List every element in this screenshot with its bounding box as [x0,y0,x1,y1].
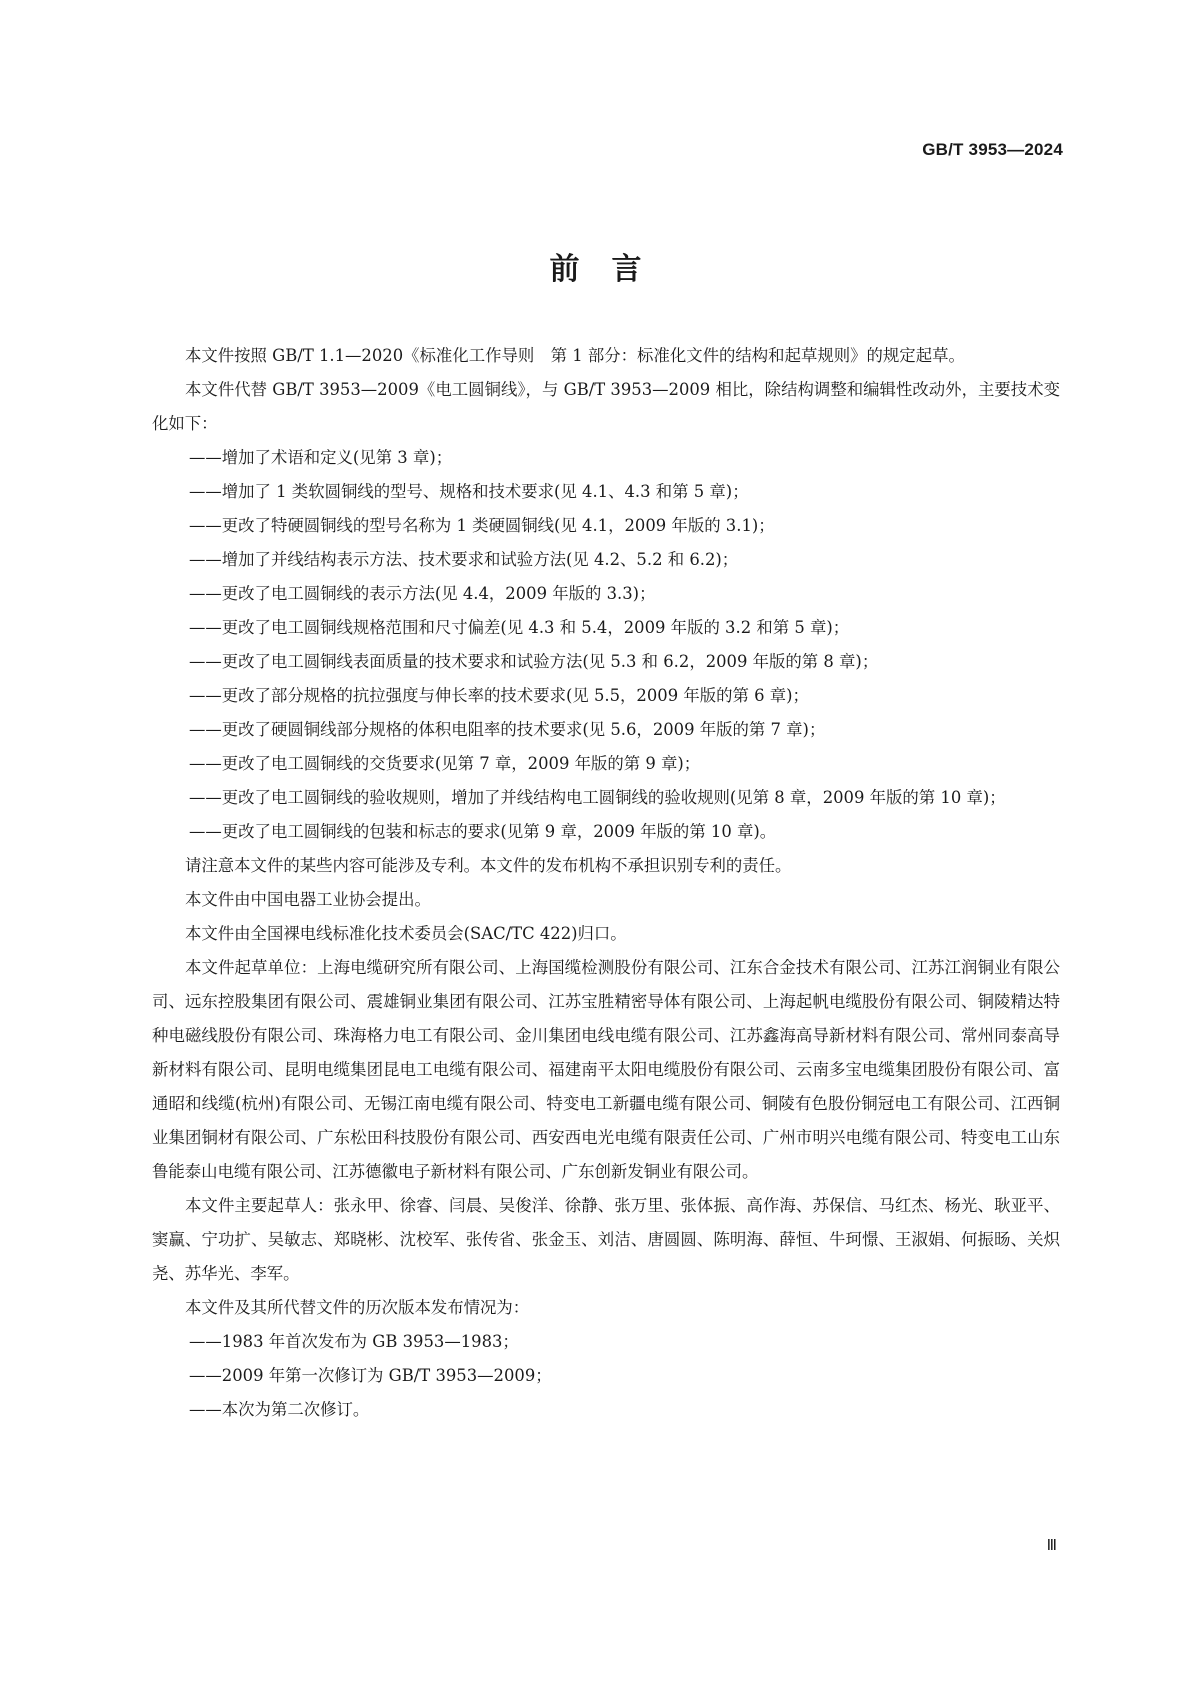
change-item: ——更改了特硬圆铜线的型号名称为 1 类硬圆铜线(见 4.1，2009 年版的 3.1)； [189,516,775,535]
change-item: ——更改了电工圆铜线的表示方法(见 4.4，2009 年版的 3.3)； [189,584,656,603]
paragraph-drafting-basis: 本文件按照 GB/T 1.1—2020《标准化工作导则 第 1 部分：标准化文件的结构和起草规则》的规定起草。 [185,346,965,365]
preface-title [0,244,1191,288]
change-item: ——更改了电工圆铜线的交货要求(见第 7 章，2009 年版的第 9 章)； [189,754,701,773]
history-item: ——本次为第二次修订。 [189,1400,370,1419]
paragraph-proposer: 本文件由中国电器工业协会提出。 [185,890,431,909]
paragraph-drafters: 本文件主要起草人：张永甲、徐睿、闫晨、吴俊洋、徐静、张万里、张体振、高作海、苏保信、马红杰、杨光、耿亚平、窦赢、宁功扩、吴敏志、郑晓彬、沈校军、张传省、张金玉、刘洁、唐圆圆、陈明海、薛恒、牛珂憬、王淑娟、何振旸、关炽尧、苏华光、李军。 [152,1196,1060,1283]
change-item: ——增加了术语和定义(见第 3 章)； [189,448,453,467]
change-item: ——更改了部分规格的抗拉强度与伸长率的技术要求(见 5.5，2009 年版的第 6 章)； [189,686,809,705]
page-number: Ⅲ [1046,1537,1057,1554]
change-item: ——更改了电工圆铜线规格范围和尺寸偏差(见 4.3 和 5.4，2009 年版的 3.2 和第 5 章)； [189,618,850,637]
change-item: ——更改了电工圆铜线的包装和标志的要求(见第 9 章，2009 年版的第 10 章)。 [189,822,777,841]
change-item: ——更改了电工圆铜线的验收规则，增加了并线结构电工圆铜线的验收规则(见第 8 章，2009 年版的第 10 章)； [189,788,1006,807]
paragraph-patent-notice: 请注意本文件的某些内容可能涉及专利。本文件的发布机构不承担识别专利的责任。 [185,856,792,875]
history-item: ——1983 年首次发布为 GB 3953—1983； [189,1332,519,1351]
title-char-1: 前 [549,252,580,287]
title-char-2: 言 [611,252,642,287]
preface-body [152,339,1060,1427]
standard-number: GB/T 3953—2024 [922,140,1063,159]
paragraph-committee: 本文件由全国裸电线标准化技术委员会(SAC/TC 422)归口。 [185,924,627,943]
change-item: ——更改了硬圆铜线部分规格的体积电阻率的技术要求(见 5.6，2009 年版的第 7 章)； [189,720,826,739]
paragraph-history-intro: 本文件及其所代替文件的历次版本发布情况为： [185,1298,530,1317]
change-item: ——增加了 1 类软圆铜线的型号、规格和技术要求(见 4.1、4.3 和第 5 章)； [189,482,749,501]
change-item: ——增加了并线结构表示方法、技术要求和试验方法(见 4.2、5.2 和 6.2)； [189,550,739,569]
paragraph-drafting-units: 本文件起草单位：上海电缆研究所有限公司、上海国缆检测股份有限公司、江东合金技术有限公司、江苏江润铜业有限公司、远东控股集团有限公司、震雄铜业集团有限公司、江苏宝胜精密导体有限公司、上海起帆电缆股份有限公司、铜陵精达特种电磁线股份有限公司、珠海格力电工有限公司、金川集团电线电缆有限公司、江苏鑫海高导新材料有限公司、常州同泰高导新材料有限公司、昆明电缆集团昆电工电缆有限公司、福建南平太阳电缆股份有限公司、云南多宝电缆集团股份有限公司、富通昭和线缆(杭州)有限公司、无锡江南电缆有限公司、特变电工新疆电缆有限公司、铜陵有色股份铜冠电工有限公司、江西铜业集团铜材有限公司、广东松田科技股份有限公司、西安西电光电缆有限责任公司、广州市明兴电缆有限公司、特变电工山东鲁能泰山电缆有限公司、江苏德徽电子新材料有限公司、广东创新发铜业有限公司。 [152,958,1060,1181]
history-item: ——2009 年第一次修订为 GB/T 3953—2009； [189,1366,552,1385]
change-item: ——更改了电工圆铜线表面质量的技术要求和试验方法(见 5.3 和 6.2，2009 年版的第 8 章)； [189,652,879,671]
paragraph-replacement: 本文件代替 GB/T 3953—2009《电工圆铜线》，与 GB/T 3953—2009 相比，除结构调整和编辑性改动外，主要技术变化如下： [152,380,1060,433]
